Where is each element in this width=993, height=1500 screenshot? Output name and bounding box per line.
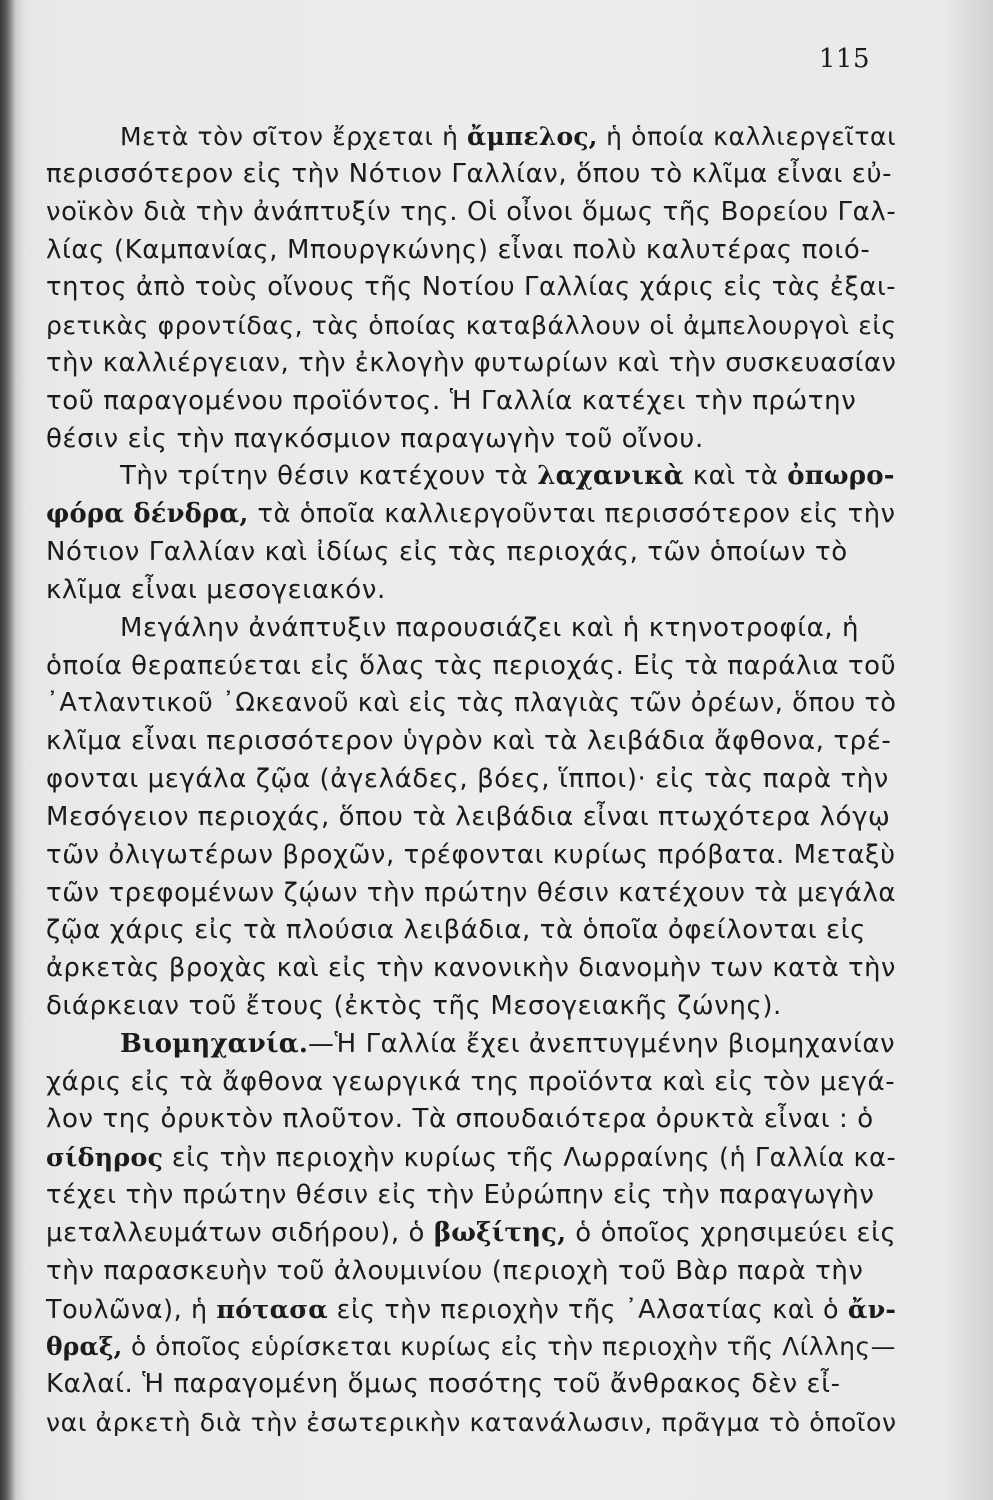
text-line: περισσότερον εἰς τὴν Νότιον Γαλλίαν, ὅπου τὸ κλῖμα εἶναι εὐ- (46, 158, 893, 189)
text-line: Τουλῶνα), ἡ πότασα εἰς τὴν περιοχὴν τῆς ᾿Αλσατίας καὶ ὁ ἄν- (46, 1293, 897, 1324)
text-line: φονται μεγάλα ζῷα (ἀγελάδες, βόες, ἵπποι)· εἰς τὰς παρὰ τὴν (46, 764, 889, 794)
bold-term: ὀπωρο- (787, 461, 895, 492)
bold-term: θραξ, (46, 1332, 123, 1362)
text-line: τέχει τὴν πρώτην θέσιν εἰς τὴν Εὐρώπην εἰς τὴν παραγωγὴν (46, 1180, 875, 1211)
bold-term: βωξίτης, (433, 1217, 567, 1248)
text-line: θέσιν εἰς τὴν παγκόσμιον παραγωγὴν τοῦ οἴνου. (46, 423, 704, 454)
bold-term: ἄμπελος, (467, 122, 598, 151)
text-line: σίδηρος εἰς τὴν περιοχὴν κυρίως τῆς Λωρραίνης (ἡ Γαλλία κα- (46, 1142, 897, 1173)
page-number: 115 (818, 44, 870, 74)
text-line: τῶν τρεφομένων ζῴων τὴν πρώτην θέσιν κατέχουν τὰ μεγάλα (46, 877, 897, 908)
text-line: λον της ὀρυκτὸν πλοῦτον. Τὰ σπουδαιότερα ὀρυκτὰ εἶναι : ὁ (46, 1104, 874, 1135)
text-line: ᾿Ατλαντικοῦ ᾿Ωκεανοῦ καὶ εἰς τὰς πλαγιὰς τῶν ὀρέων, ὅπου τὸ (46, 688, 897, 719)
text-line: κλῖμα εἶναι περισσότερον ὑγρὸν καὶ τὰ λειβάδια ἄφθονα, τρέ- (46, 726, 892, 757)
text-line: κλῖμα εἶναι μεσογειακόν. (46, 574, 386, 605)
text-line: ζῷα χάρις εἰς τὰ πλούσια λειβάδια, τὰ ὁποῖα ὀφείλονται εἰς (46, 915, 866, 946)
bold-term: λαχανικὰ (537, 461, 684, 492)
text-line: χάρις εἰς τὰ ἄφθονα γεωργικά της προϊόντα καὶ εἰς τὸν μεγά- (46, 1066, 896, 1097)
text-line: νοϊκὸν διὰ τὴν ἀνάπτυξίν της. Οἱ οἶνοι ὅμως τῆς Βορείου Γαλ- (46, 196, 897, 227)
text-line: ὁποία θεραπεύεται εἰς ὅλας τὰς περιοχάς. Εἰς τὰ παράλια τοῦ (46, 650, 897, 681)
text-line: Μεσόγειον περιοχάς, ὅπου τὰ λειβάδια εἶναι πτωχότερα λόγῳ (46, 801, 891, 832)
section-heading: Βιομηχανία. (120, 1028, 309, 1059)
text-line: Βιομηχανία.—Ἡ Γαλλία ἔχει ἀνεπτυγμένην βιομηχανίαν (120, 1028, 896, 1059)
bold-term: φόρα δένδρα, (46, 499, 249, 530)
text-line: τητος ἀπὸ τοὺς οἴνους τῆς Νοτίου Γαλλίας χάρις εἰς τὰς ἐξαι- (46, 272, 897, 303)
text-line: τὴν καλλιέργειαν, τὴν ἐκλογὴν φυτωρίων καὶ τὴν συσκευασίαν (46, 347, 897, 378)
text-line: Τὴν τρίτην θέσιν κατέχουν τὰ λαχανικὰ καὶ τὰ ὀπωρο- (120, 461, 895, 492)
text-line: Καλαί. Ἡ παραγομένη ὅμως ποσότης τοῦ ἄνθρακος δὲν εἶ- (46, 1369, 841, 1400)
bold-term: σίδηρος (46, 1142, 164, 1173)
text-line: λίας (Καμπανίας, Μπουργκώνης) εἶναι πολὺ καλυτέρας ποιό- (46, 234, 871, 265)
text-line: τῶν ὀλιγωτέρων βροχῶν, τρέφονται κυρίως πρόβατα. Μεταξὺ (46, 839, 896, 870)
bold-term: πότασα (216, 1293, 328, 1324)
text-line: Μεγάλην ἀνάπτυξιν παρουσιάζει καὶ ἡ κτηνοτροφία, ἡ (120, 612, 860, 643)
text-line: ἀρκετὰς βροχὰς καὶ εἰς τὴν κανονικὴν διανομὴν των κατὰ τὴν (46, 953, 897, 984)
bold-term: ἄν- (847, 1293, 897, 1324)
text-line: Νότιον Γαλλίαν καὶ ἰδίως εἰς τὰς περιοχάς, τῶν ὁποίων τὸ (46, 537, 848, 568)
text-line: θραξ, ὁ ὁποῖος εὑρίσκεται κυρίως εἰς τὴν περιοχὴν τῆς Λίλλης— (46, 1332, 897, 1362)
text-line: τὴν παρασκευὴν τοῦ ἀλουμινίου (περιοχὴ τοῦ Βὰρ παρὰ τὴν (46, 1255, 864, 1286)
text-line: μεταλλευμάτων σιδήρου), ὁ βωξίτης, ὁ ὁποῖος χρησιμεύει εἰς (46, 1217, 897, 1248)
text-line: διάρκειαν τοῦ ἔτους (ἐκτὸς τῆς Μεσογειακῆς ζώνης). (46, 990, 782, 1021)
text-line: ναι ἀρκετὴ διὰ τὴν ἐσωτερικὴν κατανάλωσιν, πρᾶγμα τὸ ὁποῖον (46, 1408, 897, 1437)
text-line: φόρα δένδρα, τὰ ὁποῖα καλλιεργοῦνται περισσότερον εἰς τὴν (46, 499, 896, 530)
text-line: Μετὰ τὸν σῖτον ἔρχεται ἡ ἄμπελος, ἡ ὁποία καλλιεργεῖται (120, 122, 897, 151)
text-line: ρετικὰς φροντίδας, τὰς ὁποίας καταβάλλουν οἱ ἀμπελουργοὶ εἰς (46, 311, 897, 341)
text-line: τοῦ παραγομένου προϊόντος. Ἡ Γαλλία κατέχει τὴν πρώτην (46, 385, 857, 416)
